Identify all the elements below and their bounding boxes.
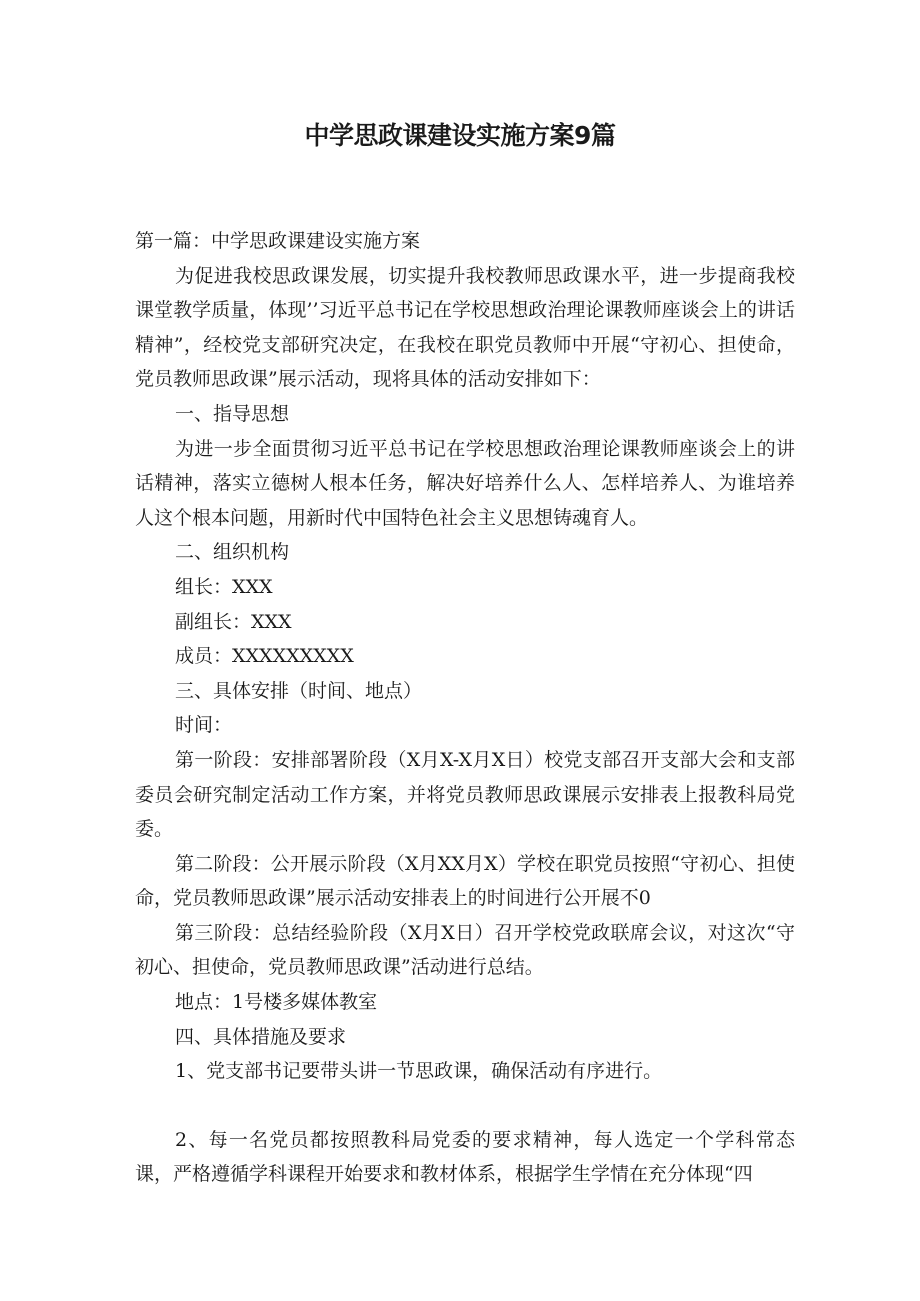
- section-heading-arrangement: 三、具体安排（时间、地点）: [175, 679, 423, 702]
- phase-one-paragraph: 第一阶段：安排部署阶段（X月X-X月X日）校党支部召开支部大会和支部委员会研究制定活动工作方案，并将党员教师思政课展示安排表上报教科局党委。: [135, 748, 795, 841]
- deputy-leader-line: 副组长：XXX: [175, 610, 292, 633]
- members-line: 成员：XXXXXXXXX: [175, 645, 354, 668]
- phase-two-paragraph: 第二阶段：公开展示阶段（X月XX月X）学校在职党员按照“守初心、担使命，党员教师思政课”展示活动安排表上的时间进行公开展不0: [135, 852, 795, 910]
- section-heading-organization: 二、组织机构: [175, 541, 290, 564]
- location-line: 地点：1号楼多媒体教室: [175, 991, 378, 1014]
- section-heading-measures: 四、具体措施及要求: [175, 1025, 347, 1048]
- document-body: [135, 224, 795, 1192]
- measure-two-paragraph: 2、每一名党员都按照教科局党委的要求精神，每人选定一个学科常态课，严格遵循学科课程开始要求和教材体系，根据学生学情在充分体现“四: [135, 1128, 795, 1186]
- chapter-heading: 第一篇：中学思政课建设实施方案: [135, 230, 421, 252]
- measure-one-paragraph: 1、党支部书记要带头讲一节思政课，确保活动有序进行。: [175, 1060, 663, 1083]
- team-leader-line: 组长：XXX: [175, 575, 273, 598]
- time-label: 时间：: [175, 714, 233, 737]
- section-heading-guiding-thought: 一、指导思想: [175, 402, 290, 425]
- phase-three-paragraph: 第三阶段：总结经验阶段（X月X日）召开学校党政联席会议，对这次“守初心、担使命，党员教师思政课”活动进行总结。: [135, 921, 795, 979]
- guiding-thought-paragraph: 为进一步全面贯彻习近平总书记在学校思想政治理论课教师座谈会上的讲话精神，落实立德树人根本任务，解决好培养什么人、怎样培养人、为谁培养人这个根本问题，用新时代中国特色社会主义思想铸魂育人。: [135, 437, 795, 529]
- intro-paragraph: 为促进我校思政课发展，切实提升我校教师思政课水平，进一步提商我校课堂教学质量，体现’’习近平总书记在学校思想政治理论课教师座谈会上的讲话精神”，经校党支部研究决定，在我校在职党员教师中开展“守初心、担使命，党员教师思政课”展示活动，现将具体的活动安排如下：: [135, 264, 795, 391]
- document-title: 中学思政课建设实施方案9篇: [304, 121, 616, 150]
